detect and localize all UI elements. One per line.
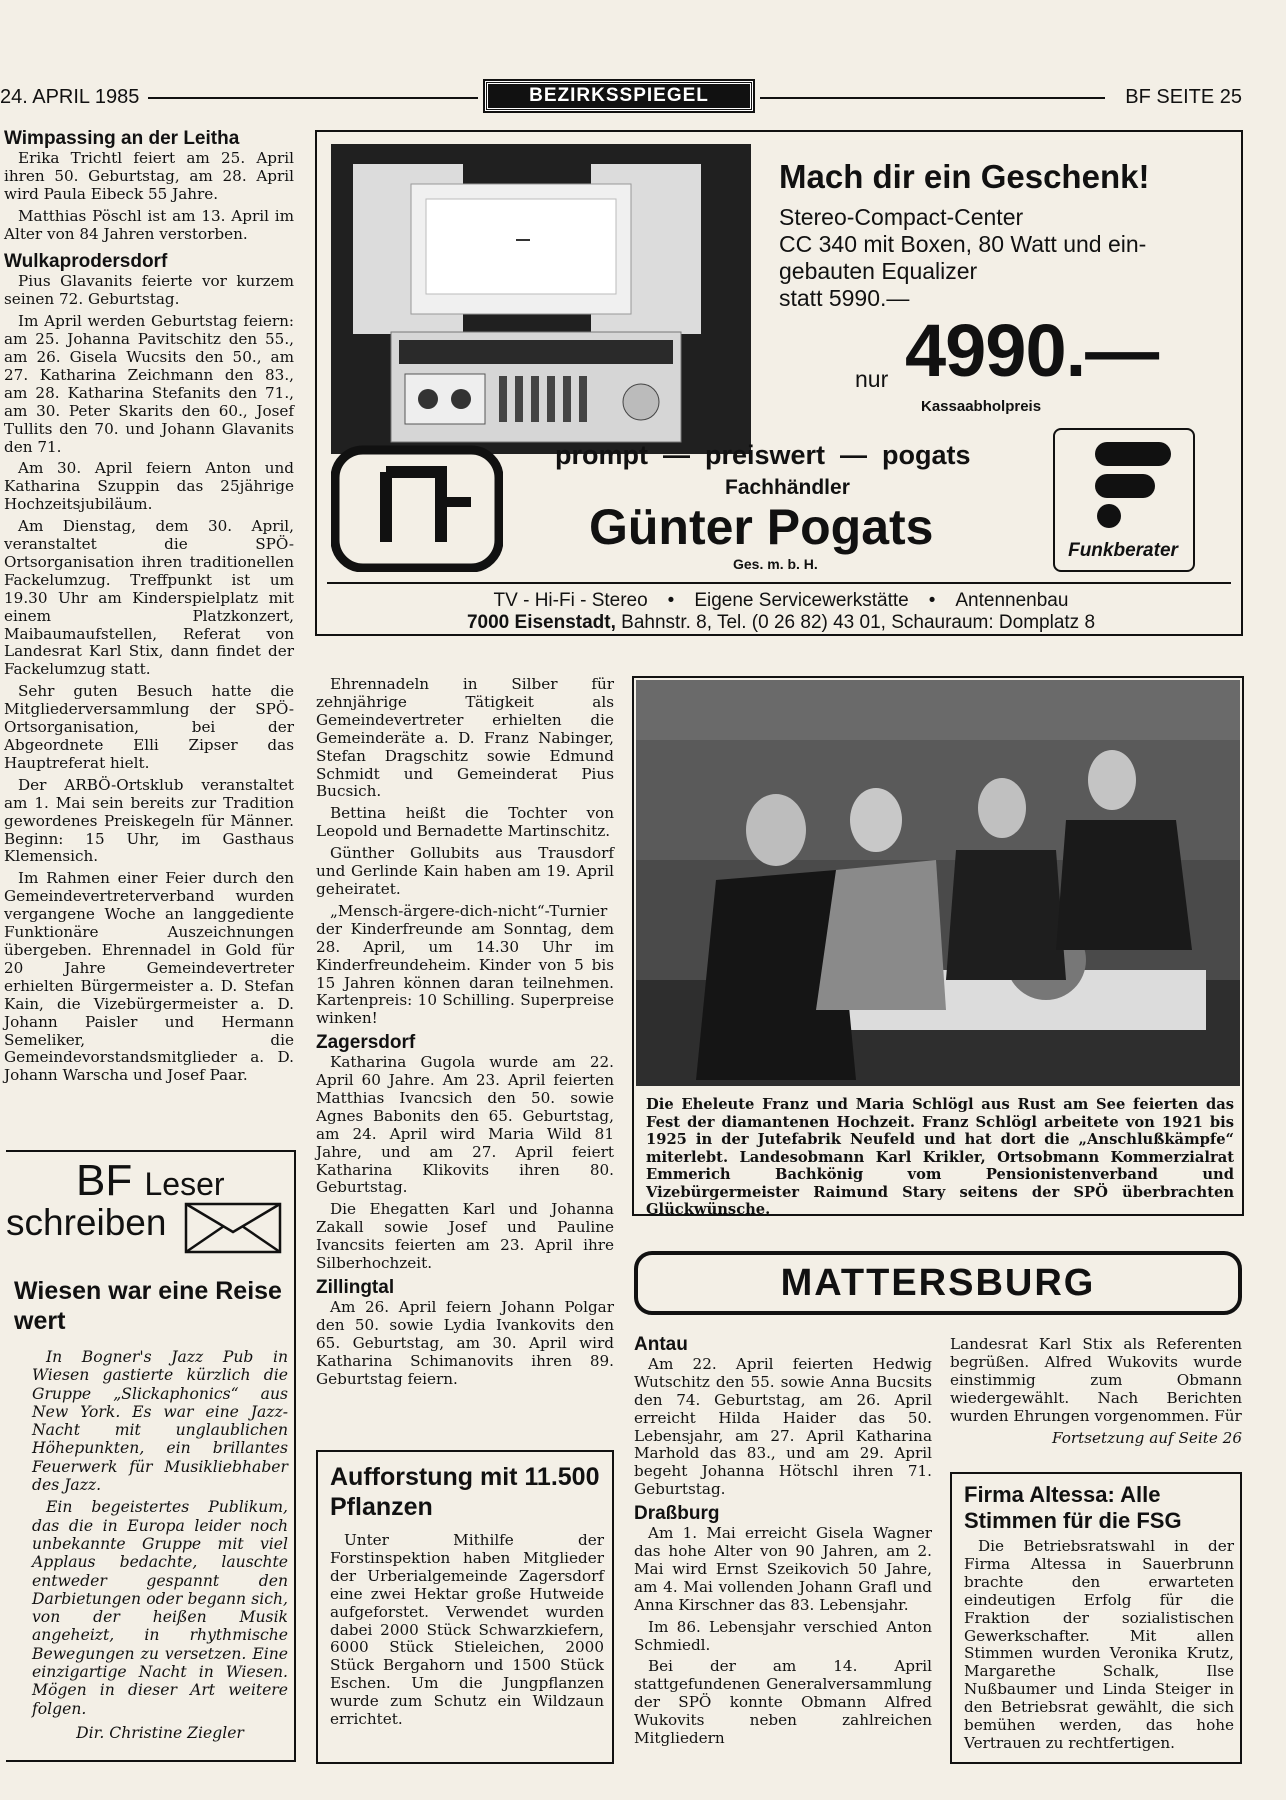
paragraph: Am 30. April feiern Anton und Katharina Szuppin das 25jährige Hochzeitsjubiläum. <box>4 459 294 514</box>
ad-services <box>317 590 1245 612</box>
stereo-illustration <box>331 144 751 454</box>
ad-address-city: 7000 Eisenstadt, <box>466 612 616 633</box>
paragraph: Erika Trichtl feiert am 25. April ihren 50. Geburtstag, am 28. April wird Paula Eibeck 55 Jahre. <box>4 148 294 203</box>
paragraph: Im April werden Geburtstag feiern: am 25. Johanna Pavitschitz den 55., am 26. Gisela Wucsits den 50., am 27. Katharina Zeichmann den 83., am 28. Katharina Stefanits den 71., am 30. Peter Skarits den 60., Josef Tullits den 70. und Johann Glavanits den 71. <box>4 312 294 456</box>
leser-logo-bf-text: BF <box>76 1156 133 1205</box>
header-date: 24. APRIL 1985 <box>0 86 140 108</box>
ad-service-separator: • <box>667 590 675 611</box>
envelope-icon <box>184 1202 282 1258</box>
paragraph: Am 1. Mai erreicht Gisela Wagner das hohe Alter von 90 Jahren, am 2. Mai wird Ernst Szeikovich 50 Jahre, am 4. Mai vollenden Johann Grafl und Anna Kirschner das 83. Lebensjahr. <box>634 1524 932 1614</box>
photo-caption: Die Eheleute Franz und Maria Schlögl aus Rust am See feierten das Fest der diamantenen Hochzeit. Franz Schlögl arbeitete von 1921 bis 1925 in der Jutefabrik Neufeld und hat dort die „Anschlußkämpfe“ miterlebt. Landesobmann Karl Krikler, Ortsobmann Kommerzialrat Emmerich Bachkönig vom Pensionistenverband und Vizebürgermeister Raimund Stary seitens der SPÖ überbrachten Glückwünsche. <box>646 1096 1234 1218</box>
paragraph: Unter Mithilfe der Forstinspektion haben Mitglieder der Urberialgemeinde Zagersdorf eine zwei Hektar große Hutweide aufgeforstet. Verwendet wurden dabei 2000 Stück Schwarzkiefern, 6000 Stück Stieleichen, 2000 Stück Bergahorn und 1500 Stück Eschen. Um die Jungpflanzen wurde zum Schutz ein Wildzaun errichtet. <box>330 1531 604 1729</box>
paragraph: Der ARBÖ-Ortsklub veranstaltet am 1. Mai sein bereits zur Tradition gewordenes Preiskegeln für Männer. Beginn: 15 Uhr, im Gasthaus Klemensich. <box>4 775 294 866</box>
leser-logo-leser-text: Leser <box>144 1166 225 1202</box>
paragraph: „Mensch-ärgere-dich-nicht“-Turnier der Kinderfreunde am Sonntag, dem 28. April, um 14.30 Uhr im Kinderfreundeheim. Kinder von 5 bis 15 Jahren können daran teilnehmen. Kartenpreis: 10 Schilling. Superpreise winken! <box>316 901 614 1028</box>
paragraph: Am 22. April feierten Hedwig Wutschitz den 55. sowie Anna Bucsits den 74. Geburtstag, am 26. April erreicht Hilda Haider das 50. Lebensjahr, am 27. April Katharina Marhold das 83., und am 29. April begeht Johanna Hötschl ihren 71. Geburtstag. <box>634 1354 932 1499</box>
paragraph: Ehrennadeln in Silber für zehnjährige Tätigkeit als Gemeindevertreter erhielten die Gemeinderäte a. D. Franz Nabinger, Stefan Dragschitz sowie Edmund Schmidt und Gemeinderat Pius Bucsich. <box>316 675 614 801</box>
anniversary-photo <box>636 680 1240 1086</box>
heading-wulkaprodersdorf: Wulkaprodersdorf <box>4 251 168 273</box>
paragraph: Die Ehegatten Karl und Johanna Zakall sowie Josef und Pauline Ivancsits feierten am 23. April ihre Silberhochzeit. <box>316 1200 614 1273</box>
ad-company-suffix: Ges. m. b. H. <box>733 556 818 572</box>
leser-logo-schreiben: schreiben <box>6 1202 167 1243</box>
ad-address <box>317 612 1245 634</box>
paragraph: Pius Glavanits feierte vor kurzem seinen 72. Geburtstag. <box>4 272 294 309</box>
mattersburg-column-right <box>950 1336 1242 1447</box>
ad-address-rest: Bahnstr. 8, Tel. (0 26 82) 43 01, Schauraum: Domplatz 8 <box>615 612 1096 633</box>
altessa-title: Firma Altessa: Alle Stimmen für die FSG <box>964 1482 1182 1533</box>
paragraph: Matthias Pöschl ist am 13. April im Alter von 84 Jahren verstorben. <box>4 206 294 243</box>
paragraph: Am 26. April feiern Johann Polgar den 50. sowie Lydia Ivankovits den 65. Geburtstag, am 30. April wird Katharina Schimanovits ihren 89. Geburtstag feiern. <box>316 1297 614 1388</box>
continuation-note: Fortsetzung auf Seite 26 <box>1052 1428 1242 1447</box>
aufforstung-body <box>330 1532 604 1733</box>
heading-zillingtal: Zillingtal <box>316 1277 395 1298</box>
paragraph: In Bogner's Jazz Pub in Wiesen gastierte kürzlich die Gruppe „Slickaphonics“ aus New York. Es war eine Jazz-Nacht mit unglaublichen Höhepunkten, ein brillantes Feuerwerk für Musikliebhaber des Jazz. <box>32 1348 288 1495</box>
paragraph: Ein begeistertes Publikum, das die in Europa leider noch unbekannte Gruppe mit viel Applaus bedachte, lauschte entweder gespannt den Darbietungen oder begann sich, von der heißen Musik angeheizt, in rhythmische Bewegungen zu versetzen. Eine einzigartige Nacht in Wiesen. Mögen in dieser Art weitere folgen. <box>32 1498 288 1718</box>
heading-drassburg: Draßburg <box>634 1503 720 1525</box>
leser-author: Dir. Christine Ziegler <box>76 1723 244 1742</box>
funkberater-label: Funkberater <box>1068 540 1178 561</box>
leser-box <box>6 1150 296 1762</box>
leser-title: Wiesen war eine Reise wert <box>14 1277 282 1335</box>
stereo-product-photo <box>331 144 751 454</box>
ad-service: Antennenbau <box>955 590 1069 611</box>
paragraph: Am Dienstag, dem 30. April, veranstaltet die SPÖ-Ortsorganisation ihren traditionellen Fackelumzug. Treffpunkt ist um 19.30 Uhr am Kinderspielplatz mit einem Platzkonzert, Maibaumaufstellen, Referat von Landesrat Karl Stix, dann findet der Fackelumzug statt. <box>4 517 294 679</box>
ad-price-label: Kassaabholpreis <box>921 398 1042 415</box>
heading-antau: Antau <box>634 1334 688 1355</box>
advertisement <box>315 130 1243 636</box>
column-middle <box>316 676 614 1392</box>
paragraph: Im Rahmen einer Feier durch den Gemeindevertreterverband wurden vergangene Woche an langgediente Funktionäre Auszeichnungen übergeben. Ehrennadel in Gold für 20 Jahre Gemeindevertreter erhielten Bürgermeister a. D. Stefan Kain, die Vizebürgermeister a. D. Johann Paisler und Hermann Semeliker, die Gemeindevorstandsmitglieder a. D. Johann Warscha und Josef Paar. <box>4 869 294 1085</box>
mattersburg-column-left <box>634 1336 932 1752</box>
header-rule-right <box>760 97 1105 99</box>
paragraph: Günther Gollubits aus Trausdorf und Gerlinde Kain haben am 19. April geheiratet. <box>316 844 614 898</box>
ad-dealer-label: Fachhändler <box>725 476 850 499</box>
header-rule-left <box>148 97 478 99</box>
paragraph: Bettina heißt die Tochter von Leopold und Bernadette Martinschitz. <box>316 804 614 841</box>
ad-company-name: Günter Pogats <box>589 499 934 555</box>
mattersburg-banner: MATTERSBURG <box>634 1251 1242 1315</box>
ad-service-separator: • <box>928 590 936 611</box>
ad-headline: Mach dir ein Geschenk! <box>779 158 1150 195</box>
altessa-body <box>964 1538 1234 1757</box>
column-left <box>4 130 294 1089</box>
photo-box <box>632 676 1244 1216</box>
ad-service: TV - Hi-Fi - Stereo <box>493 590 648 611</box>
funkberater-logo <box>1053 428 1195 572</box>
paragraph: Die Betriebsratswahl in der Firma Altessa in Sauerbrunn brachte den erwarteten eindeutigen Erfolg für die Fraktion der sozialistischen Gewerkschafter. Mit allen Stimmen wurden Veronika Krutz, Margarethe Schalk, Ilse Nußbaumer und Linda Steiger in den Betriebsrat gewählt, die sich bemühen werden, das hohe Vertrauen zu rechtfertigen. <box>964 1537 1234 1752</box>
aufforstung-box <box>316 1450 614 1764</box>
pogats-logo-icon <box>331 442 503 572</box>
heading-wimpassing: Wimpassing an der Leitha <box>4 128 240 149</box>
paragraph: Landesrat Karl Stix als Referenten begrüßen. Alfred Wukovits wurde einstimmig zum Obmann wiedergewählt. Nach Berichten wurden Ehrungen vorgenommen. Für <box>950 1335 1242 1425</box>
heading-zagersdorf: Zagersdorf <box>316 1032 416 1054</box>
paragraph: Katharina Gugola wurde am 22. April 60 Jahre. Am 23. April feierten Matthias Ivancsich den 50. sowie Agnes Babonits den 65. Geburtstag, am 24. April wird Maria Wild 81 Jahre, und am 27. April feiert Katharina Klikovits ihren 80. Geburtstag. <box>316 1053 614 1197</box>
paragraph: Im 86. Lebensjahr verschied Anton Schmiedl. <box>634 1617 932 1654</box>
aufforstung-title: Aufforstung mit 11.500 Pflanzen <box>330 1463 600 1521</box>
leser-logo-bf <box>76 1156 225 1206</box>
section-title: BEZIRKSSPIEGEL <box>485 81 753 111</box>
header-page-number: BF SEITE 25 <box>1125 86 1242 108</box>
paragraph: Sehr guten Besuch hatte die Mitgliederversammlung der SPÖ-Ortsorganisation, bei der Abgeordnete Elli Zipser das Hauptreferat hielt. <box>4 682 294 772</box>
leser-body <box>32 1348 288 1742</box>
funkberater-icon <box>1055 434 1193 534</box>
ad-divider <box>327 582 1231 584</box>
ad-price: 4990.— <box>905 309 1159 392</box>
paragraph: Bei der am 14. April stattgefundenen Generalversammlung der SPÖ konnte Obmann Alfred Wukovits neben zahlreichen Mitgliedern <box>634 1657 932 1748</box>
altessa-box <box>950 1472 1242 1764</box>
ad-service: Eigene Servicewerkstätte <box>694 590 909 611</box>
ad-slogan: prompt — preiswert — pogats <box>555 440 971 470</box>
ad-price-prefix: nur <box>855 366 889 392</box>
photo-illustration <box>636 680 1240 1086</box>
ad-description: Stereo-Compact-Center CC 340 mit Boxen, 80 Watt und ein- gebauten Equalizer statt 5990.— <box>779 204 1147 311</box>
